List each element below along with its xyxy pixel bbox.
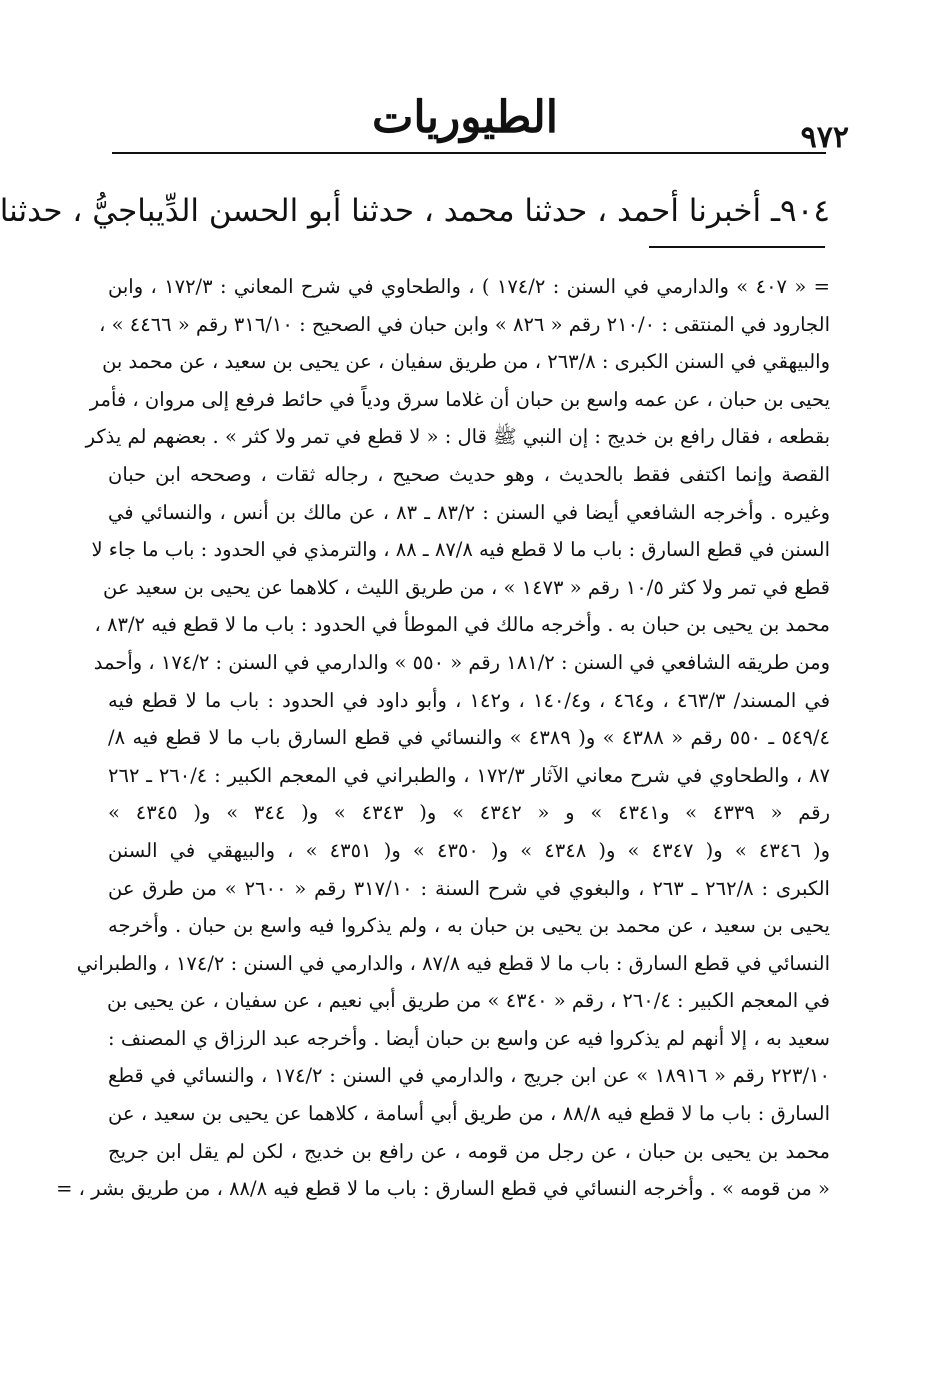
footnote-line: = « ٤٠٧ » والدارمي في السنن : ١٧٤/٢ ) ، والطحاوي في شرح المعاني : ١٧٢/٣ ، وابن (108, 275, 831, 298)
header-rule (112, 152, 826, 154)
footnote-line: يحيى بن حبان ، عن عمه واسع بن حبان أن غلاما سرق ودياً في حائط فرفع إلى مروان ، فأمر (89, 387, 830, 411)
footnote-line: ٥٤٩/٤ ـ ٥٥٠ رقم « ٤٣٨٨ » و( ٤٣٨٩ » والنسائي في قطع السارق باب ما لا قطع فيه ٨/ (108, 726, 830, 750)
footnote-line: سعيد به ، إلا أنهم لم يذكروا فيه عن واسع بن حبان أيضا . وأخرجه عبد الرزاق ي المصنف : (108, 1026, 830, 1050)
page-number: ٩٧٢ (800, 120, 849, 155)
footnote-line: السارق : باب ما لا قطع فيه ٨٨/٨ ، من طريق أبي أسامة ، كلاهما عن يحيى بن سعيد ، عن (108, 1102, 830, 1126)
footnote-line: وغيره . وأخرجه الشافعي أيضا في السنن : ٨٣/٢ ـ ٨٣ ، عن مالك بن أنس ، والنسائي في (108, 500, 830, 524)
footnote-line: ٢٢٣/١٠ رقم « ١٨٩١٦ » عن ابن جريج ، والدارمي في السنن : ١٧٤/٢ ، والنسائي في قطع (108, 1064, 830, 1088)
footnote-line: ٨٧ ، والطحاوي في شرح معاني الآثار ١٧٢/٣ ، والطبراني في المعجم الكبير : ٢٦٠/٤ ـ ٢٦٢ (108, 763, 830, 787)
footnote-line: قطع في تمر ولا كثر ١٠/٥ رقم « ١٤٧٣ » ، من طريق الليث ، كلاهما عن يحيى بن سعيد عن (102, 575, 830, 599)
running-title: الطيوريات (371, 92, 559, 143)
footnote-line: بقطعه ، فقال رافع بن خديج : إن النبي ﷺ قال : « لا قطع في تمر ولا كثر » . بعضهم لم يذكر (85, 425, 830, 449)
footnote-line: رقم « ٤٣٣٩ » و٤٣٤١ » و « ٤٣٤٢ » و( ٤٣٤٣ » و( ٣٤٤ » و( ٤٣٤٥ » (108, 801, 830, 825)
footnote-line: الكبرى : ٢٦٢/٨ ـ ٢٦٣ ، والبغوي في شرح السنة : ٣١٧/١٠ رقم « ٢٦٠٠ » من طرق عن (108, 876, 830, 900)
footnote-block (56, 268, 831, 1208)
footnote-line: محمد بن يحيى بن حبان ، عن رجل من قومه ، عن رافع بن خديج ، لكن لم يقل ابن جريج (108, 1139, 830, 1163)
footnote-line: النسائي في قطع السارق : باب ما لا قطع فيه ٨٧/٨ ، والدارمي في السنن : ١٧٤/٢ ، والطبراني (76, 951, 830, 975)
footnote-line: في المسند/ ٤٦٣/٣ ، و٤٦٤ ، و١٤٠/٤ ، و١٤٢ ، وأبو داود في الحدود : باب ما لا قطع فيه (108, 688, 831, 712)
footnote-line: السنن في قطع السارق : باب ما لا قطع فيه ٨٧/٨ ـ ٨٨ ، والترمذي في الحدود : باب ما جاء لا (91, 538, 830, 562)
footnote-line: في المعجم الكبير : ٢٦٠/٤ ، رقم « ٤٣٤٠ » من طريق أبي نعيم ، عن سفيان ، عن يحيى بن (107, 989, 830, 1013)
footnote-separator (649, 246, 825, 248)
footnote-line: يحيى بن سعيد ، عن محمد بن يحيى بن حبان به ، ولم يذكروا فيه واسع بن حبان . وأخرجه (108, 914, 830, 938)
footnote-line: القصة وإنما اكتفى فقط بالحديث ، وهو حديث صحيح ، رجاله ثقات ، وصححه ابن حبان (108, 462, 830, 486)
footnote-line: « من قومه » . وأخرجه النسائي في قطع السارق : باب ما لا قطع فيه ٨٨/٨ ، من طريق بشر ، = (56, 1177, 830, 1201)
footnote-line: و( ٤٣٤٦ » و( ٤٣٤٧ » و( ٤٣٤٨ » و( ٤٣٥٠ » و( ٤٣٥١ » ، والبيهقي في السنن (108, 838, 830, 862)
footnote-line: محمد بن يحيى بن حبان به . وأخرجه مالك في الموطأ في الحدود : باب ما لا قطع فيه ٨٣/٢ ، (94, 613, 830, 637)
footnote-line: ومن طريقه الشافعي في السنن : ١٨١/٢ رقم « ٥٥٠ » والدارمي في السنن : ١٧٤/٢ ، وأحمد (93, 650, 830, 674)
hadith-opening-line: ٩٠٤ـ أخبرنا أحمد ، حدثنا محمد ، حدثنا أبو الحسن الدِّيباجيُّ ، حدثنا (0, 193, 830, 229)
footnote-line: الجارود في المنتقى : ٢١٠/٠ رقم « ٨٢٦ » وابن حبان في الصحيح : ٣١٦/١٠ رقم « ٤٤٦٦ » ، (99, 312, 830, 336)
footnote-line: والبيهقي في السنن الكبرى : ٢٦٣/٨ ، من طريق سفيان ، عن يحيى بن سعيد ، عن محمد بن (102, 350, 830, 374)
